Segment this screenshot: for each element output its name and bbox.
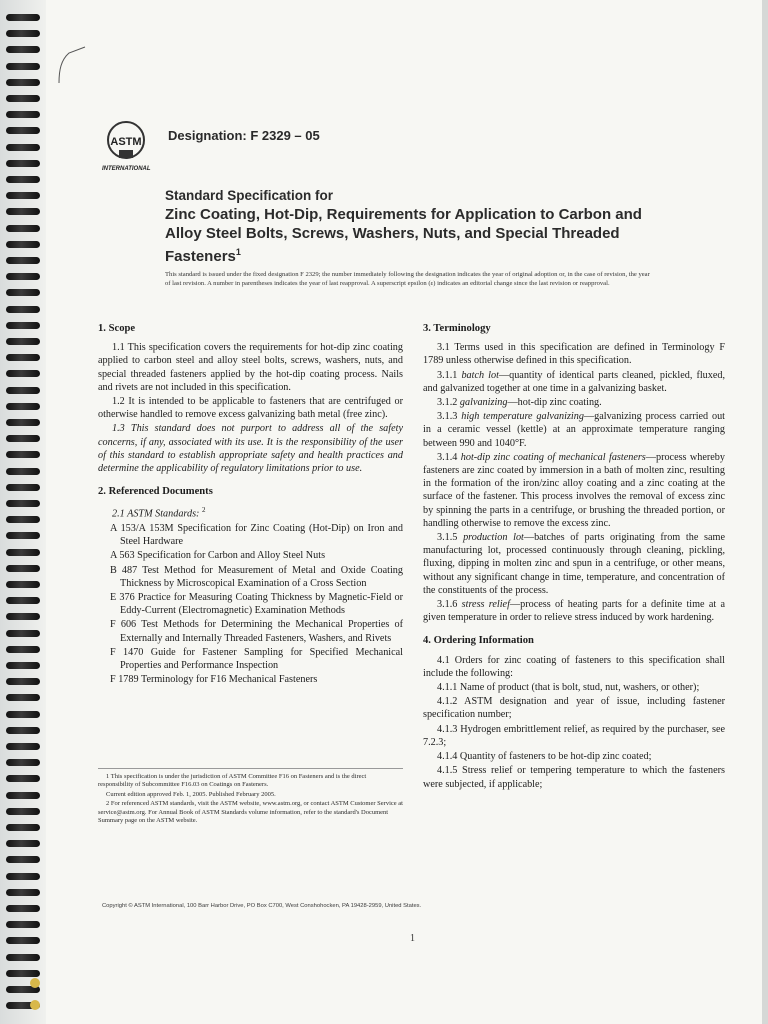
footnote: Current edition approved Feb. 1, 2005. Published February 2005.: [106, 790, 276, 798]
scope-p2: 1.2 It is intended to be applicable to fasteners that are centrifuged or otherwise handled to remove excess galvanizing bath metal (free zinc).: [98, 396, 403, 421]
logo-subtext: INTERNATIONAL: [102, 166, 151, 172]
binding-coil: [6, 111, 40, 118]
page-edge: [762, 0, 768, 1024]
binding-coil: [6, 662, 40, 669]
scope-p3-text: 1.3 This standard does not purport to address all of the safety concerns, if any, associated with its use. It is the responsibility of the user of this standard to establish appropriate safety and health practices and determine the applicability of regulatory limitations prior to use.: [98, 423, 403, 475]
ordering-item: 4.1.3 Hydrogen embrittlement relief, as required by the purchaser, see 7.2.3;: [423, 723, 725, 748]
binding-coil: [6, 468, 40, 475]
scope-heading: 1. Scope: [98, 323, 136, 334]
binding-coil: [6, 500, 40, 507]
binding-coil: [6, 630, 40, 637]
binding-coil: [6, 873, 40, 880]
def-text: —galvanizing process carried out in a ceramic vessel (kettle) at an approximate temperature ranging between 990 and 1040°F.: [423, 411, 726, 449]
def-num: 3.1.4: [437, 451, 458, 463]
binding-coil: [6, 646, 40, 653]
footnote: 2 For referenced ASTM standards, visit the ASTM website, www.astm.org, or contact ASTM Customer Service at service@astm.org. For Annual Book of ASTM Standards volume information, refer to the standard's Document Summary page on the ASTM website.: [98, 800, 403, 825]
punch-hole: [30, 1000, 40, 1010]
ordering-section: [423, 634, 725, 790]
binding-coil: [6, 387, 40, 394]
scope-p1: 1.1 This specification covers the requirements for hot-dip zinc coating applied to carbon steel and alloy steel bolts, screws, washers, nuts, and special threaded fasteners applied by the hot-dip coating process. Nails and rivets are not included in this specification.: [98, 342, 403, 393]
def-term: batch lot: [461, 369, 499, 381]
def-text: —process of heating parts for a definite time at a given temperature in order to relieve stress induced by work hardening.: [423, 599, 726, 624]
binding-coil: [6, 46, 40, 53]
referenced-intro-text: 2.1 ASTM Standards:: [112, 508, 200, 520]
binding-coil: [6, 727, 40, 734]
title-line1: Standard Specification for: [165, 188, 334, 203]
binding-coil: [6, 419, 40, 426]
binding-coil: [6, 403, 40, 410]
title-line2: [165, 205, 645, 266]
binding-coil: [6, 905, 40, 912]
footnotes: [98, 768, 403, 826]
binding-coil: [6, 79, 40, 86]
binding-coil: [6, 241, 40, 248]
page-number: 1: [410, 933, 415, 944]
binding-coil: [6, 856, 40, 863]
title-main: Zinc Coating, Hot-Dip, Requirements for Application to Carbon and Alloy Steel Bolts, Screws, Washers, Nuts, and Special Threaded Fasteners: [165, 206, 642, 265]
def-term: production lot: [463, 532, 524, 544]
binding-coil: [6, 322, 40, 329]
ref-item: E 376 Practice for Measuring Coating Thickness by Magnetic-Field or Eddy-Current (Electromagnetic) Examination Methods: [110, 592, 403, 617]
binding-coil: [6, 775, 40, 782]
ordering-item: 4.1.2 ASTM designation and year of issue, including fastener specification number;: [423, 696, 725, 721]
binding-coil: [6, 192, 40, 199]
def-text: —process whereby fasteners are zinc coated by immersion in a bath of molten zinc, resulting in the formation of the iron/zinc alloy coating and a zinc coating at the surface of the fastener. This process involves the removal of excess zinc by spinning the parts in a centrifuge, or brushing the threaded portion, or handling otherwise to remove the excess zinc.: [423, 451, 725, 529]
right-column: [423, 322, 725, 792]
left-column: [98, 322, 403, 687]
copyright-line: Copyright © ASTM International, 100 Barr Harbor Drive, PO Box C700, West Conshohocken, PA 19428-2959, United States.: [102, 903, 422, 909]
terminology-heading: 3. Terminology: [423, 323, 491, 334]
binding-coil: [6, 451, 40, 458]
binding-coil: [6, 759, 40, 766]
referenced-intro: [98, 504, 403, 521]
ordering-item: 4.1.5 Stress relief or tempering temperature to which the fasteners were subjected, if applicable;: [423, 765, 725, 790]
terminology-p31: 3.1 Terms used in this specification are defined in Terminology F 1789 unless otherwise defined in this specification.: [423, 342, 725, 367]
binding-coil: [6, 289, 40, 296]
punch-hole: [30, 978, 40, 988]
binding-coil: [6, 273, 40, 280]
binding-coil: [6, 889, 40, 896]
binding-coil: [6, 370, 40, 377]
definition: [423, 598, 725, 624]
binding-coil: [6, 840, 40, 847]
def-num: 3.1.3: [437, 411, 458, 423]
binding-coil: [6, 565, 40, 572]
binding-coil: [6, 581, 40, 588]
standard-title: [165, 188, 645, 266]
binding-coil: [6, 613, 40, 620]
title-footnote-ref: 1: [235, 247, 241, 257]
binding-coil: [6, 824, 40, 831]
ordering-item: 4.1.1 Name of product (that is bolt, stud, nut, washers, or other);: [437, 682, 700, 694]
referenced-footnote-ref: 2: [202, 506, 206, 515]
ref-item: F 606 Test Methods for Determining the Mechanical Properties of Externally and Internally Threaded Fasteners, Washers, and Rivets: [110, 619, 403, 644]
def-term: galvanizing: [459, 397, 508, 409]
binding-coil: [6, 14, 40, 21]
referenced-heading: 2. Referenced Documents: [98, 486, 213, 498]
binding-coil: [6, 954, 40, 961]
ref-item: F 1470 Guide for Fastener Sampling for Specified Mechanical Properties and Performance Inspection: [110, 646, 403, 672]
ref-item: A 563 Specification for Carbon and Alloy Steel Nuts: [110, 550, 326, 562]
binding-coil: [6, 306, 40, 313]
binding-coil: [6, 937, 40, 944]
referenced-section: [98, 485, 403, 686]
ordering-item: 4.1.4 Quantity of fasteners to be hot-dip zinc coated;: [437, 751, 652, 763]
binding-coil: [6, 921, 40, 928]
scope-p3: [98, 422, 403, 475]
def-text: —hot-dip zinc coating.: [507, 397, 602, 409]
def-num: 3.1.1: [437, 369, 458, 381]
def-term: stress relief: [461, 599, 510, 611]
binding-coil: [6, 354, 40, 361]
binding-coil: [6, 532, 40, 539]
def-term: high temperature galvanizing: [461, 411, 584, 423]
definition: [423, 451, 725, 530]
footnote: 1 This specification is under the jurisdiction of ASTM Committee F16 on Fasteners and is the direct responsibility of Subcommittee F16.03 on Coatings on Fasteners.: [98, 773, 367, 789]
binding-coil: [6, 338, 40, 345]
binding-coil: [6, 694, 40, 701]
binding-coil: [6, 516, 40, 523]
def-num: 3.1.6: [437, 599, 458, 611]
binding-coil: [6, 549, 40, 556]
ref-item: A 153/A 153M Specification for Zinc Coating (Hot-Dip) on Iron and Steel Hardware: [110, 523, 403, 548]
ordering-item: 4.1 Orders for zinc coating of fasteners to this specification shall include the following:: [423, 654, 725, 679]
binding-coil: [6, 743, 40, 750]
binding-coil: [6, 225, 40, 232]
def-num: 3.1.5: [437, 532, 458, 544]
binding-coil: [6, 144, 40, 151]
def-term: hot-dip zinc coating of mechanical fasteners: [460, 451, 646, 463]
ref-item: F 1789 Terminology for F16 Mechanical Fasteners: [110, 674, 318, 686]
pen-mark: [55, 45, 89, 85]
definition: [423, 369, 725, 395]
definition: [423, 396, 725, 409]
binding-coil: [6, 257, 40, 264]
def-num: 3.1.2: [437, 397, 458, 409]
binding-coil: [6, 678, 40, 685]
binding-coil: [6, 970, 40, 977]
binding-coil: [6, 792, 40, 799]
definition: [423, 410, 725, 450]
binding-coil: [6, 127, 40, 134]
definition: [423, 531, 725, 597]
astm-logo: [100, 118, 158, 176]
binding-coil: [6, 95, 40, 102]
def-text: —batches of parts originating from the same manufacturing lot, processed continuously through cleaning, pickling, fluxing, dipping in molten zinc and spun in a centrifuge, or other means, without any significant change in time, temperature, and concentration of the constituents of the process.: [423, 532, 725, 596]
binding-coil: [6, 176, 40, 183]
adoption-notice: This standard is issued under the fixed designation F 2329; the number immediately following the designation indicates the year of original adoption or, in the case of revision, the year of last revision. A number in parentheses indicates the year of last reapproval. A superscript epsilon (ε) indicates an editorial change since the last revision or reapproval.: [165, 271, 650, 287]
binding-coil: [6, 63, 40, 70]
binding-coil: [6, 597, 40, 604]
binding-coil: [6, 208, 40, 215]
binding-coil: [6, 30, 40, 37]
logo-text: ASTM: [110, 136, 142, 148]
spiral-binding: [0, 0, 46, 1024]
binding-coil: [6, 435, 40, 442]
binding-coil: [6, 711, 40, 718]
binding-coil: [6, 484, 40, 491]
binding-coil: [6, 808, 40, 815]
ref-item: B 487 Test Method for Measurement of Metal and Oxide Coating Thickness by Microscopical Examination of a Cross Section: [110, 564, 403, 589]
def-text: —quantity of identical parts cleaned, pickled, fluxed, and galvanized together at one time in a galvanizing basket.: [423, 369, 726, 394]
binding-coil: [6, 160, 40, 167]
ordering-heading: 4. Ordering Information: [423, 635, 534, 647]
designation: Designation: F 2329 – 05: [168, 128, 320, 143]
